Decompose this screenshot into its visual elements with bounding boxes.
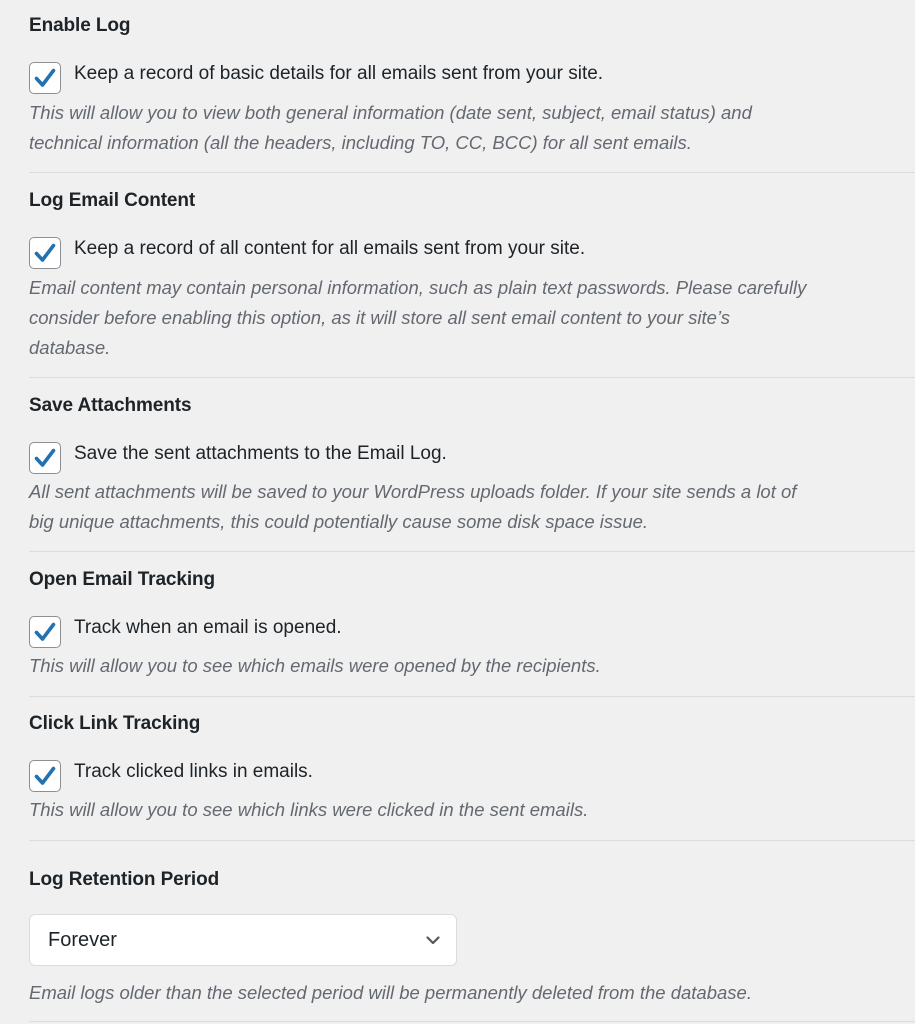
open-email-tracking-option[interactable] bbox=[29, 616, 342, 648]
section-divider bbox=[29, 377, 915, 378]
log-email-content-description bbox=[29, 273, 891, 363]
log-email-content-heading: Log Email Content bbox=[29, 190, 196, 211]
section-divider bbox=[29, 1021, 915, 1022]
log-retention-section bbox=[29, 868, 915, 1003]
enable-log-section bbox=[29, 14, 915, 153]
click-link-tracking-heading: Click Link Tracking bbox=[29, 713, 201, 734]
save-attachments-checkbox[interactable] bbox=[29, 442, 61, 474]
description-line: technical information (all the headers, including TO, CC, BCC) for all sent emails. bbox=[29, 132, 692, 153]
enable-log-checkbox[interactable] bbox=[29, 62, 61, 94]
save-attachments-option[interactable] bbox=[29, 442, 447, 474]
description-line: Email content may contain personal information, such as plain text passwords. Please carefully bbox=[29, 277, 807, 298]
chevron-down-icon bbox=[424, 931, 442, 949]
enable-log-option[interactable] bbox=[29, 62, 603, 94]
log-retention-heading: Log Retention Period bbox=[29, 869, 220, 890]
enable-log-label: Keep a record of basic details for all emails sent from your site. bbox=[74, 63, 604, 84]
enable-log-description bbox=[29, 98, 891, 158]
click-link-tracking-description bbox=[29, 795, 891, 825]
description-line: This will allow you to view both general information (date sent, subject, email status) and bbox=[29, 102, 752, 123]
save-attachments-section bbox=[29, 394, 915, 532]
checkmark-icon bbox=[33, 241, 57, 265]
log-retention-description: Email logs older than the selected period will be permanently deleted from the database. bbox=[29, 982, 752, 1003]
description-line: big unique attachments, this could potentially cause some disk space issue. bbox=[29, 511, 649, 532]
checkmark-icon bbox=[33, 620, 57, 644]
section-divider bbox=[29, 551, 915, 552]
log-retention-select[interactable] bbox=[29, 914, 457, 966]
section-divider bbox=[29, 840, 915, 841]
log-email-content-section bbox=[29, 189, 915, 358]
enable-log-heading: Enable Log bbox=[29, 15, 131, 36]
click-link-tracking-checkbox[interactable] bbox=[29, 760, 61, 792]
section-divider bbox=[29, 696, 915, 697]
click-link-tracking-label: Track clicked links in emails. bbox=[74, 761, 313, 782]
save-attachments-description bbox=[29, 477, 891, 537]
description-line: database. bbox=[29, 337, 111, 358]
checkmark-icon bbox=[33, 764, 57, 788]
open-email-tracking-heading: Open Email Tracking bbox=[29, 569, 216, 590]
description-line: consider before enabling this option, as it will store all sent email content to your site’s bbox=[29, 307, 730, 328]
open-email-tracking-section bbox=[29, 568, 915, 676]
log-email-content-checkbox[interactable] bbox=[29, 237, 61, 269]
section-divider bbox=[29, 172, 915, 173]
log-retention-selected-value: Forever bbox=[48, 928, 117, 951]
open-email-tracking-checkbox[interactable] bbox=[29, 616, 61, 648]
description-line: This will allow you to see which emails were opened by the recipients. bbox=[29, 655, 601, 676]
log-email-content-option[interactable] bbox=[29, 237, 585, 269]
log-email-content-label: Keep a record of all content for all emails sent from your site. bbox=[74, 238, 586, 259]
description-line: All sent attachments will be saved to your WordPress uploads folder. If your site sends a lot of bbox=[29, 481, 797, 502]
click-link-tracking-option[interactable] bbox=[29, 760, 313, 792]
checkmark-icon bbox=[33, 66, 57, 90]
save-attachments-heading: Save Attachments bbox=[29, 395, 192, 416]
save-attachments-label: Save the sent attachments to the Email Log. bbox=[74, 443, 447, 464]
open-email-tracking-description bbox=[29, 651, 891, 681]
description-line: This will allow you to see which links were clicked in the sent emails. bbox=[29, 799, 589, 820]
open-email-tracking-label: Track when an email is opened. bbox=[74, 617, 342, 638]
click-link-tracking-section bbox=[29, 712, 915, 820]
checkmark-icon bbox=[33, 446, 57, 470]
